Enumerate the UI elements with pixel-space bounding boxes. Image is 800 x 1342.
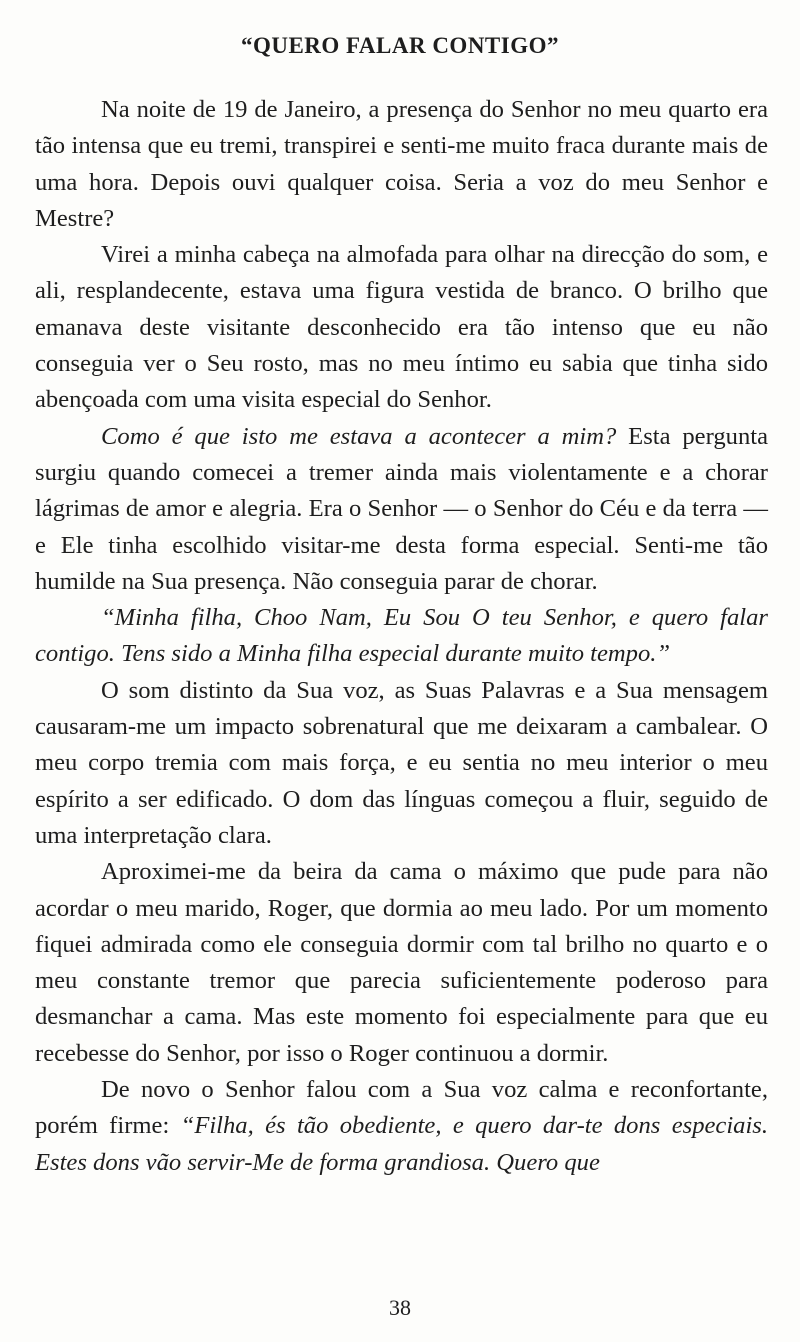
paragraph-text: Virei a minha cabeça na almofada para olhar na direcção do som, e ali, resplandecente, estava uma figura vestida de branco. O brilho que emanava deste visitante desconhecido era tão intenso que eu não conseguia ver o Seu rosto, mas no meu íntimo eu sabia que tinha sido abençoada com uma visita especial do Senhor. [35,241,768,414]
paragraph [35,419,768,600]
italic-quote: “Filha, és tão obediente, e quero dar-te dons especiais. Estes dons vão servir-Me de forma grandiosa. Quero que [35,1112,769,1176]
paragraph [35,673,768,854]
italic-quote: “Minha filha, Choo Nam, Eu Sou O teu Senhor, e quero falar contigo. Tens sido a Minha filha especial durante muito tempo.” [35,604,768,668]
italic-question: Como é que isto me estava a acontecer a mim? [101,422,617,450]
paragraph-text: O som distinto da Sua voz, as Suas Palavras e a Sua mensagem causaram-me um impacto sobrenatural que me deixaram a cambalear. O meu corpo tremia com mais força, e eu sentia no meu interior o meu espírito a ser edificado. O dom das línguas começou a fluir, seguido de uma interpretação clara. [35,676,768,849]
chapter-title: “QUERO FALAR CONTIGO” [240,33,560,58]
paragraph [35,854,768,1072]
paragraph [35,1072,768,1181]
paragraph-text: Esta pergunta surgiu quando comecei a tremer ainda mais violentamente e a chorar lágrimas de amor e alegria. Era o Senhor — o Senhor do Céu e da terra — e Ele tinha escolhido visitar-me desta forma especial. Senti-me tão humilde na Sua presença. Não conseguia parar de chorar. [35,422,768,595]
body-text [35,92,768,1181]
paragraph [35,600,768,673]
paragraph-text: De novo o Senhor falou com a Sua voz calma e reconfortante, porém firme: [35,1076,768,1140]
page-number: 38 [389,1295,411,1320]
paragraph-text: Na noite de 19 de Janeiro, a presença do Senhor no meu quarto era tão intensa que eu tremi, transpirei e senti-me muito fraca durante mais de uma hora. Depois ouvi qualquer coisa. Seria a voz do meu Senhor e Mestre? [35,96,768,232]
paragraph-text: Aproximei-me da beira da cama o máximo que pude para não acordar o meu marido, Roger, que dormia ao meu lado. Por um momento fiquei admirada como ele conseguia dormir com tal brilho no quarto e o meu constante tremor que parecia suficientemente poderoso para desmanchar a cama. Mas este momento foi especialmente para que eu recebesse do Senhor, por isso o Roger continuou a dormir. [35,858,768,1067]
paragraph [35,237,768,418]
paragraph [35,92,768,237]
